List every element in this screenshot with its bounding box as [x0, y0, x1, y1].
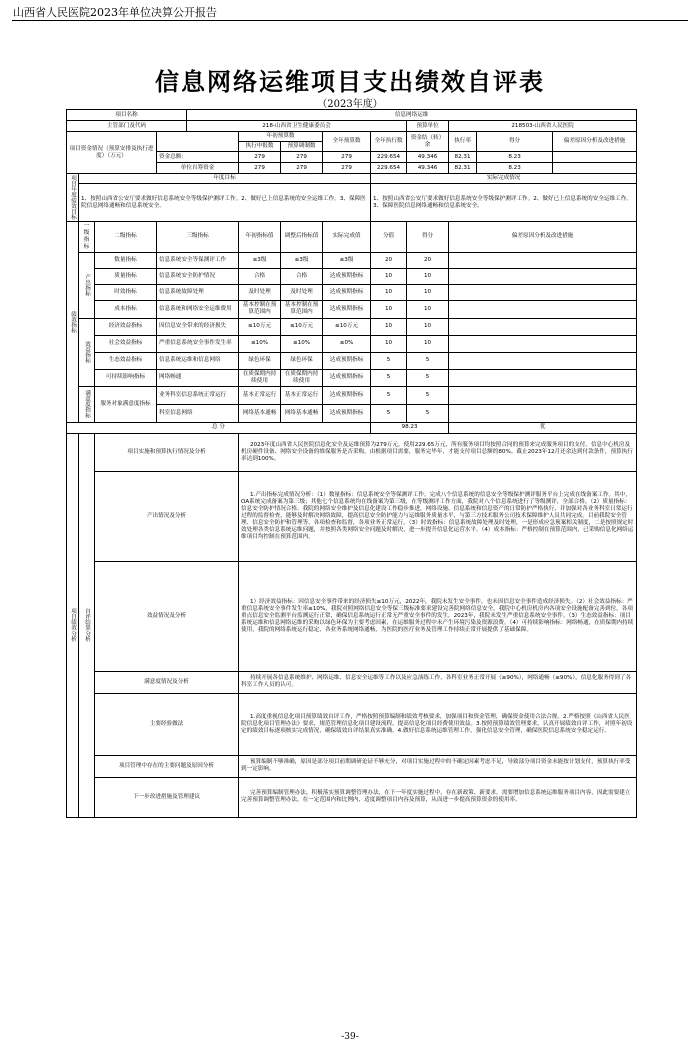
col-adj-exec: 预算调制数	[281, 142, 323, 152]
funds-header-row	[67, 132, 637, 142]
unit-label: 预算单位	[407, 121, 449, 132]
analysis-row: 项目管理中存在的主要问题及原因分析 预算编制不够准确，原因是部分项目前期调研论证不够充分，对项目实施过程中的不确定因素考虑不足，导致部分项目资金未能按计划支付，预算执行率受到一定影响。	[67, 755, 637, 777]
page-number: -39-	[341, 1032, 359, 1042]
col-score: 得分	[477, 132, 553, 152]
actual-label: 实际完成情况	[371, 174, 637, 184]
col-exec: 全年执行数	[371, 132, 407, 152]
goals-header-row	[67, 174, 637, 184]
indicator-row: 效益指标 经济效益指标 因信息安全带来的经济损失 ≤10万元 ≤10万元 ≤10万元 10 10	[67, 318, 637, 335]
col-funds-type: 资金结（转）余	[407, 132, 449, 152]
performance-table	[66, 109, 637, 818]
analysis-row: 项目绩效分析 自评结果分析 项目实施和预算执行情况及分析 2023年度山西省人民医院信息化安全及运维预算为279万元，使用229.65万元，所有服务项目均按照合同的预算来完成服务项目的支付。信息中心机房及机房硬件设备、网络安全设备的维保服务是否采购，由根据项目需要，服务完毕年，才能支付项目总额的80%。截止2023年12月还余达到付款条件，预算执行率达到100%。	[67, 433, 637, 471]
actual-text: 1、按照山西省公安厅要求做好信息系统安全等级保护测评工作。2、做好已上信息系统的安全运维工作。3、保障医院信息网络通畅和信息系统安全。	[371, 184, 637, 221]
analysis-row: 效益情况及分析 1）经济效益指标：因信息安全事件带来的经济损失≤10万元，2022年，我院未发生安全事件，也未因信息安全事件造成经济损失。（2）社会效益指标：严重信息系统安全事件发生率≤10%，我院对照网络信息安全等保三级标准要求建设完善院网络信息安全，我院中心机房机房内各项安全设施配备完善到位，各项重点信息安全监测平台监测运行正常，确保信息系统运行正常无严重安全事件的发生，2023年，我院未发生严重信息系统安全事件。（3）生态效益指标：项目系统运维和信息网络运维的采购以绿色环保为主要考虑因素，在运维服务过程中未产生环境污染及资源浪费。（4）可持续影响指标：网络畅通，在质保期内持续使用，我院的网络系统运行稳定，各业务系统网络通畅，为医院的医疗业务及管理工作持续正常开展提供了基础保障。	[67, 561, 637, 671]
indicator-header-row: 绩效指标 一级指标 二级指标 三级指标 年初指标值 调整后指标值 实际完成值 分值 得分 偏差原因分析及改进措施	[67, 221, 637, 252]
self-label: 单位自筹资金	[157, 163, 239, 174]
page-title: 信息网络运维项目支出绩效自评表	[155, 68, 545, 96]
output-label: 产出指标	[79, 252, 95, 318]
satisfaction-label: 满意度指标	[79, 386, 95, 422]
total-score-row	[67, 422, 637, 433]
indicator-row: 质量指标 信息系统安全防护情况 合格 合格 达成预期指标 10 10	[67, 268, 637, 284]
grade-value: 优	[449, 422, 637, 433]
funds-label: 项目资金情况（预算安排及执行进度）（万元）	[67, 132, 157, 174]
total-score-value: 98.23	[371, 422, 449, 433]
col-budget-total: 全年预算数	[323, 132, 371, 152]
project-name-value: 信息网络运维	[187, 110, 637, 121]
indicator-row: 产出指标 数量指标 信息系统安全等保测评工作 ≤3级 ≤3级 ≤3级 20 20	[67, 252, 637, 268]
analysis-inner-label: 自评结果分析	[79, 433, 95, 817]
dept-label: 主管部门及代码	[67, 121, 187, 132]
annual-goal-text: 1、按照山西省公安厅要求做好信息系统安全等级保护测评工作。2、做好已上信息系统的安全运维工作。3、保障医院信息网络通畅和信息系统安全。	[79, 184, 371, 221]
header-divider	[12, 20, 688, 21]
indicator-row: 生态效益指标 信息系统运维和信息网络 绿色环保 绿色环保 达成预期指标 5 5	[67, 352, 637, 369]
indicator-row: 科室信息网络 网络基本通畅 网络基本通畅 达成预期指标 5 5	[67, 404, 637, 422]
project-name-row	[67, 110, 637, 121]
goals-row	[67, 184, 637, 221]
funds-self-row: 单位自筹资金 279 279 279 229.654 49.346 82.31 8.23	[67, 163, 637, 174]
indicators-label: 绩效指标	[67, 221, 79, 422]
goals-label: 项目年度绩效目标	[67, 174, 79, 222]
analysis-row: 主要经验做法 1.高度重视信息化项目预算绩效自评工作，严格按照预算编制和绩效考核要求，加强项目和资金管理，确保资金使用合法合规。2.严格按照《山西省人民医院信息化项目管理办法》要求，规范管理信息化项目建设流程，提高信息化项目经费使用效益。3.按照预算绩效管理要求，认真开展绩效自评工作，对照年初设定的绩效目标逐项核实完成情况，确保绩效自评结果真实准确。4.做好信息系统运维管理工作，强化信息安全管理，确保医院信息系统安全稳定运行。	[67, 693, 637, 755]
analysis-row: 下一步改进措施及管理建议 完善预算编制管理办法，积极落实预算调整管理办法，在下一年度实施过程中，存在新政策、新要求，需要增加信息系统运维服务项目内容，因此需要建立完善预算调整管理办法，在一定范围内和比例内，适度调整项目内容及预算，从而进一步提高预算资金的使用率。	[67, 777, 637, 817]
col-exec-report: 执行申报数	[239, 142, 281, 152]
report-year: （2023年度）	[317, 99, 383, 110]
col-deviation: 偏差原因分析及改进措施	[553, 132, 637, 152]
total-score-label: 总 分	[67, 422, 371, 433]
col-annual: 年初预算数	[239, 132, 323, 142]
indicator-row: 满意度指标 服务对象满意度指标 业务科室信息系统正常运行 基本正常运行 基本正常运行 达成预期指标 5 5	[67, 386, 637, 404]
benefit-label: 效益指标	[79, 318, 95, 386]
funds-total-row: 资金总额： 279 279 279 229.654 49.346 82.31 8.23	[67, 152, 637, 163]
indicator-row: 社会效益指标 严重信息系统安全事件发生率 ≤10% ≤10% ≤0% 10 10	[67, 335, 637, 352]
analysis-row: 产出情况及分析 1.产出指标完成情况分析：（1）数量指标：信息系统安全等保测评工作。完成八个信息系统的信息安全等级保护测评服务平台上完成在线备案工作。其中，OA系统完成备案为第三级；其他七个信息系统均在线备案为第三级，在等级测评工作方面，我院对八个信息系统进行了等级测评，全部合格。（2）质量指标：信息安全防护情况合格。我院的网络安全维护及信息化建设工作稳步推进，网络设施、信息系统和信息资产的日常防护严格执行，并加强对各业务科室日常运行过程的监督检查，能够及时解决网络故障，提高信息安全防护能力与运维服务质量水平，与第三方技术服务公司技术保障维护人员共同完成。目前我院安全管理、信息安全防护和管理等，各项检查和监督，各项业务正常运行。（3）时效指标：信息系统故障处理及时处理，一是形成应急预案相关制度，二是按照规定时效处理各类信息系统运维问题，并按照各类网络安全问题及时解决，进一步提升信息化运营水平。（4）成本指标：严格控制在预算范围内，已采购信息化网络运维项目均控制在预算范围内。	[67, 471, 637, 561]
indicator-row: 可持续影响指标 网络畅通 在质保期内持续使用 在质保期内持续使用 达成预期指标 5 5	[67, 369, 637, 386]
col-rate: 执行率	[449, 132, 477, 152]
indicator-row: 成本指标 信息系统和网络安全运维费用 基本控制在预算范围内 基本控制在预算范围内 达成预期指标 10 10	[67, 300, 637, 318]
report-header: 山西省人民医院2023年单位决算公开报告	[13, 6, 217, 19]
dept-row	[67, 121, 637, 132]
total-label: 资金总额：	[157, 152, 239, 163]
dept-value: 218-山西省卫生健康委员会	[187, 121, 407, 132]
analysis-row: 满意度情况及分析 持续开展各信息系统维护、网络运维、信息安全运维等工作以及应急演练工作，各科室业务正常开展（≥90%），网络通畅（≥90%），信息化服务得到了各科室工作人员的认可。	[67, 671, 637, 693]
annual-goal-label: 年度目标	[79, 174, 371, 184]
indicator-row: 时效指标 信息系统故障处理 及时处理 及时处理 达成预期指标 10 10	[67, 284, 637, 300]
project-name-label: 项目名称	[67, 110, 187, 121]
unit-value: 218503-山西省人民医院	[449, 121, 637, 132]
analysis-outer-label: 项目绩效分析	[67, 433, 79, 817]
